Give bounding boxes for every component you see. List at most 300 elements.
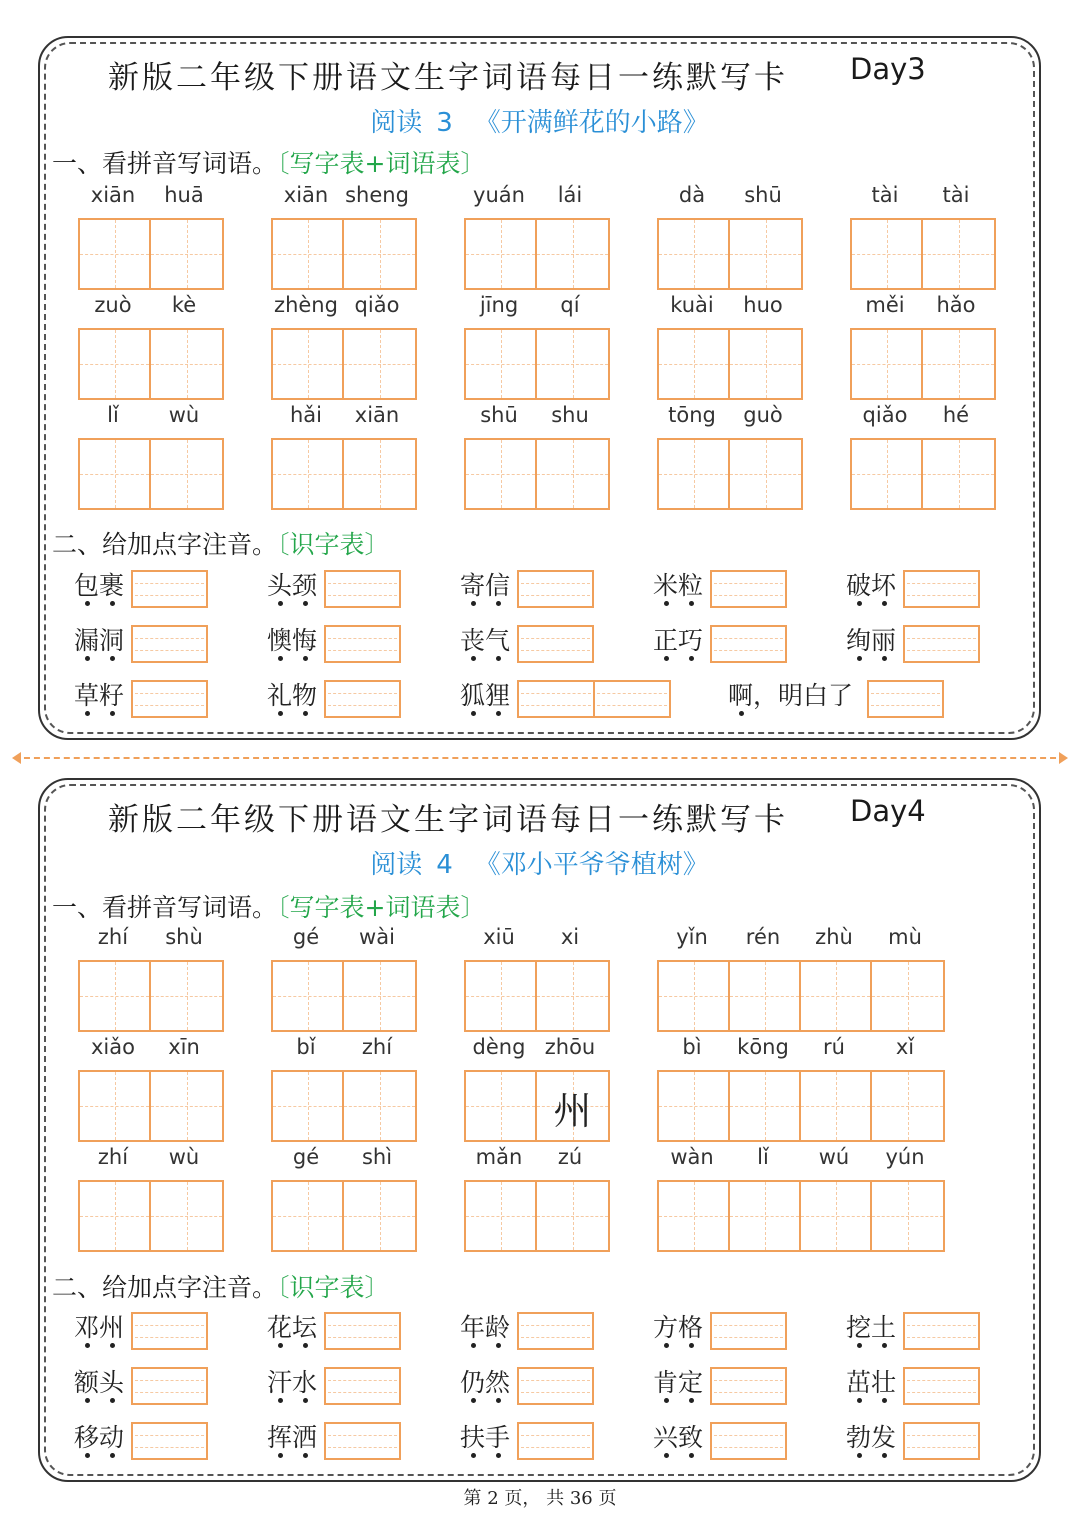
writing-grid[interactable] <box>657 218 803 290</box>
tianzige-cell[interactable] <box>659 330 730 398</box>
answer-box[interactable] <box>324 625 401 663</box>
answer-box-segment[interactable] <box>133 572 206 606</box>
word-with-dotted-char <box>653 621 703 657</box>
dotted-character: 仍 <box>460 1368 486 1397</box>
pinyin-syllable: yǐn <box>676 925 708 949</box>
answer-box[interactable] <box>517 1312 594 1350</box>
answer-box-segment[interactable] <box>905 1314 978 1348</box>
answer-box[interactable] <box>131 1312 208 1350</box>
given-character: 州 <box>553 1089 592 1133</box>
writing-grid[interactable] <box>271 1180 417 1252</box>
pinyin-syllable: dà <box>678 183 706 207</box>
answer-box[interactable] <box>324 1422 401 1460</box>
pinyin-syllable: zhí <box>361 1035 393 1059</box>
tianzige-cell[interactable] <box>730 1182 801 1250</box>
dotted-character: 格 <box>678 1313 704 1342</box>
answer-box-segment[interactable] <box>519 1314 592 1348</box>
writing-grid[interactable] <box>271 328 417 400</box>
answer-box-segment[interactable] <box>133 627 206 661</box>
word-with-dotted-char <box>460 566 510 602</box>
dotted-character: 懊 <box>267 626 293 655</box>
word-with-dotted-char <box>846 1308 896 1344</box>
tianzige-cell[interactable] <box>730 440 801 508</box>
tianzige-cell[interactable] <box>852 440 923 508</box>
answer-box[interactable] <box>903 1422 980 1460</box>
pinyin-syllable: zhèng <box>274 293 338 317</box>
word-with-dotted-char <box>267 1363 317 1399</box>
tianzige-cell[interactable] <box>872 962 943 1030</box>
pinyin-syllable: qiǎo <box>354 293 400 317</box>
pinyin-syllable: shū <box>744 183 782 207</box>
tianzige-cell[interactable] <box>80 1072 151 1140</box>
tianzige-cell[interactable] <box>537 440 608 508</box>
answer-box-segment[interactable] <box>869 682 942 716</box>
writing-grid[interactable] <box>657 1180 945 1252</box>
writing-grid[interactable] <box>271 438 417 510</box>
title-text: 新版二年级下册语文生字词语每日一练默写卡 <box>108 60 788 96</box>
tianzige-cell[interactable] <box>466 330 537 398</box>
writing-grid[interactable] <box>657 960 945 1032</box>
answer-box[interactable] <box>517 570 594 608</box>
tianzige-cell[interactable] <box>659 1072 730 1140</box>
pinyin-syllable: zhōu <box>544 1035 596 1059</box>
tianzige-cell[interactable] <box>344 220 415 288</box>
tianzige-cell[interactable] <box>466 962 537 1030</box>
lesson-subtitle <box>40 844 1039 881</box>
answer-box-segment[interactable] <box>133 1369 206 1403</box>
tianzige-cell[interactable] <box>872 1072 943 1140</box>
tianzige-cell[interactable] <box>80 1182 151 1250</box>
practice-card-day4 <box>38 778 1041 1482</box>
dotted-character: 动 <box>99 1423 125 1452</box>
tianzige-cell[interactable] <box>801 1182 872 1250</box>
pinyin-syllable: huā <box>164 183 204 207</box>
dotted-character: 礼 <box>267 681 293 710</box>
section-tag: 〔识字表〕 <box>277 530 390 559</box>
answer-box-segment[interactable] <box>905 572 978 606</box>
answer-box[interactable] <box>517 1422 594 1460</box>
pinyin-syllable: kuài <box>670 293 714 317</box>
word-with-dotted-char <box>728 676 853 712</box>
pinyin-syllable: tài <box>871 183 899 207</box>
dotted-character: 壮 <box>871 1368 897 1397</box>
dotted-character: 信 <box>485 571 511 600</box>
word-with-dotted-char <box>846 1363 896 1399</box>
tianzige-cell[interactable] <box>273 220 344 288</box>
answer-box[interactable] <box>903 1367 980 1405</box>
pinyin-syllable: lǐ <box>757 1145 769 1169</box>
word-with-dotted-char <box>74 1418 124 1454</box>
answer-box[interactable] <box>131 1367 208 1405</box>
tianzige-cell[interactable] <box>344 1182 415 1250</box>
word-with-dotted-char <box>460 621 510 657</box>
word-with-dotted-char <box>460 1308 510 1344</box>
dotted-character: 粒 <box>678 571 704 600</box>
answer-box-segment[interactable] <box>593 682 669 716</box>
word-with-dotted-char <box>460 1418 510 1454</box>
day-label: Day4 <box>850 794 926 828</box>
answer-box[interactable] <box>710 1422 787 1460</box>
answer-box-segment[interactable] <box>712 627 785 661</box>
lesson-prefix: 阅读 <box>370 108 423 138</box>
dotted-character: 巧 <box>678 626 704 655</box>
plain-characters: ，明白了 <box>753 681 854 710</box>
pinyin-syllable: kè <box>171 293 197 317</box>
pinyin-syllable: xiān <box>283 183 329 207</box>
writing-grid[interactable] <box>78 960 224 1032</box>
pinyin-syllable: hé <box>942 403 970 427</box>
answer-box[interactable] <box>131 1422 208 1460</box>
answer-box[interactable] <box>517 680 671 718</box>
pinyin-syllable: guò <box>743 403 783 427</box>
pinyin-syllable: qí <box>560 293 580 317</box>
tianzige-cell[interactable] <box>151 1182 222 1250</box>
writing-grid[interactable] <box>464 960 610 1032</box>
tianzige-cell[interactable] <box>344 440 415 508</box>
pinyin-syllable: zhù <box>815 925 853 949</box>
tianzige-cell[interactable] <box>344 330 415 398</box>
writing-grid[interactable] <box>464 218 610 290</box>
dotted-character: 丧 <box>460 626 486 655</box>
pinyin-syllable: xi <box>560 925 580 949</box>
tianzige-cell[interactable] <box>151 330 222 398</box>
answer-box-segment[interactable] <box>133 682 206 716</box>
tianzige-cell[interactable] <box>80 220 151 288</box>
answer-box-segment[interactable] <box>519 1424 592 1458</box>
dotted-character: 寄 <box>460 571 486 600</box>
word-with-dotted-char <box>267 566 317 602</box>
answer-box-segment[interactable] <box>712 1369 785 1403</box>
writing-grid[interactable] <box>78 1070 224 1142</box>
tianzige-cell[interactable] <box>730 220 801 288</box>
card-title <box>108 794 926 839</box>
answer-box-segment[interactable] <box>133 1424 206 1458</box>
answer-box[interactable] <box>710 1367 787 1405</box>
answer-box[interactable] <box>867 680 944 718</box>
tianzige-cell[interactable] <box>801 1072 872 1140</box>
tianzige-cell[interactable] <box>466 1072 537 1140</box>
pinyin-syllable: shū <box>480 403 518 427</box>
answer-box-segment[interactable] <box>712 572 785 606</box>
pinyin-syllable: zhí <box>97 1145 129 1169</box>
answer-box[interactable] <box>710 1312 787 1350</box>
section-one-heading <box>52 144 485 180</box>
tianzige-cell[interactable] <box>466 440 537 508</box>
pinyin-syllable: qiǎo <box>862 403 908 427</box>
tianzige-cell[interactable] <box>730 1072 801 1140</box>
tianzige-cell[interactable] <box>273 1072 344 1140</box>
dotted-character: 狐 <box>460 681 486 710</box>
dotted-character: 手 <box>485 1423 511 1452</box>
word-with-dotted-char <box>74 1363 124 1399</box>
tianzige-cell[interactable] <box>273 962 344 1030</box>
dotted-character: 草 <box>74 681 100 710</box>
section-two-heading <box>52 1268 390 1304</box>
tianzige-cell[interactable] <box>273 1182 344 1250</box>
writing-grid[interactable] <box>464 1070 610 1142</box>
tianzige-cell[interactable] <box>151 962 222 1030</box>
pinyin-syllable: jīng <box>479 293 519 317</box>
word-with-dotted-char <box>74 1308 124 1344</box>
answer-box-segment[interactable] <box>519 682 593 716</box>
pinyin-syllable: shì <box>361 1145 393 1169</box>
dotted-character: 州 <box>99 1313 125 1342</box>
writing-grid[interactable] <box>78 328 224 400</box>
tianzige-cell[interactable] <box>537 330 608 398</box>
pinyin-syllable: zuò <box>94 293 132 317</box>
answer-box-segment[interactable] <box>133 1314 206 1348</box>
answer-box[interactable] <box>710 570 787 608</box>
dotted-character: 洞 <box>99 626 125 655</box>
pinyin-syllable: dèng <box>472 1035 526 1059</box>
dotted-character: 汗 <box>267 1368 293 1397</box>
pinyin-syllable: zú <box>557 1145 583 1169</box>
tianzige-cell[interactable] <box>730 330 801 398</box>
pinyin-syllable: wù <box>168 1145 200 1169</box>
pinyin-syllable: yuán <box>473 183 525 207</box>
answer-box[interactable] <box>903 1312 980 1350</box>
pinyin-syllable: huo <box>743 293 783 317</box>
writing-grid[interactable] <box>850 438 996 510</box>
writing-grid[interactable] <box>850 218 996 290</box>
dotted-character: 茁 <box>846 1368 872 1397</box>
writing-grid[interactable] <box>78 1180 224 1252</box>
answer-box-segment[interactable] <box>905 1424 978 1458</box>
writing-grid[interactable] <box>657 1070 945 1142</box>
pinyin-syllable: xǐ <box>895 1035 915 1059</box>
answer-box-segment[interactable] <box>326 1424 399 1458</box>
word-with-dotted-char <box>846 1418 896 1454</box>
answer-box[interactable] <box>324 1312 401 1350</box>
word-with-dotted-char <box>74 676 124 712</box>
section-label: 一、看拼音写词语。 <box>52 149 278 178</box>
answer-box[interactable] <box>131 625 208 663</box>
tianzige-cell[interactable] <box>872 1182 943 1250</box>
section-label: 二、给加点字注音。 <box>52 1273 278 1302</box>
tianzige-cell[interactable] <box>344 962 415 1030</box>
word-with-dotted-char <box>846 621 896 657</box>
writing-grid[interactable] <box>464 438 610 510</box>
writing-grid[interactable] <box>271 960 417 1032</box>
dotted-character: 正 <box>653 626 679 655</box>
writing-grid[interactable] <box>271 1070 417 1142</box>
tianzige-cell[interactable] <box>151 1072 222 1140</box>
word-with-dotted-char <box>460 676 510 712</box>
card-title <box>108 52 926 97</box>
tianzige-cell[interactable] <box>801 962 872 1030</box>
answer-box[interactable] <box>324 570 401 608</box>
lesson-subtitle <box>40 102 1039 139</box>
word-with-dotted-char <box>653 1418 703 1454</box>
answer-box[interactable] <box>903 570 980 608</box>
answer-box[interactable] <box>903 625 980 663</box>
dotted-character: 定 <box>678 1368 704 1397</box>
dotted-character: 年 <box>460 1313 486 1342</box>
dotted-character: 啊 <box>728 681 754 710</box>
writing-grid[interactable] <box>271 218 417 290</box>
dotted-character: 漏 <box>74 626 100 655</box>
dotted-character: 额 <box>74 1368 100 1397</box>
writing-grid[interactable] <box>78 438 224 510</box>
writing-grid[interactable] <box>464 1180 610 1252</box>
tianzige-cell[interactable] <box>344 1072 415 1140</box>
tianzige-cell[interactable] <box>852 330 923 398</box>
dotted-character: 移 <box>74 1423 100 1452</box>
pinyin-syllable: xiū <box>483 925 515 949</box>
dotted-character: 气 <box>485 626 511 655</box>
section-two-heading <box>52 525 390 561</box>
answer-box[interactable] <box>324 1367 401 1405</box>
answer-box-segment[interactable] <box>712 1314 785 1348</box>
pinyin-syllable: rén <box>745 925 781 949</box>
dotted-character: 米 <box>653 571 679 600</box>
dotted-character: 勃 <box>846 1423 872 1452</box>
pinyin-syllable: wù <box>168 403 200 427</box>
section-one-heading <box>52 888 485 924</box>
pinyin-syllable: gé <box>292 1145 320 1169</box>
day-label: Day3 <box>850 52 926 86</box>
tianzige-cell[interactable] <box>273 330 344 398</box>
pinyin-syllable: rú <box>823 1035 845 1059</box>
answer-box-segment[interactable] <box>326 1369 399 1403</box>
dotted-character: 花 <box>267 1313 293 1342</box>
word-with-dotted-char <box>460 1363 510 1399</box>
pinyin-syllable: yún <box>885 1145 925 1169</box>
tianzige-cell[interactable] <box>80 330 151 398</box>
answer-box-segment[interactable] <box>326 1314 399 1348</box>
answer-box-segment[interactable] <box>519 627 592 661</box>
dotted-character: 水 <box>292 1368 318 1397</box>
answer-box[interactable] <box>324 680 401 718</box>
tianzige-cell[interactable] <box>923 330 994 398</box>
tianzige-cell[interactable] <box>466 220 537 288</box>
answer-box[interactable] <box>131 570 208 608</box>
dotted-character: 坏 <box>871 571 897 600</box>
pinyin-syllable: tài <box>942 183 970 207</box>
word-with-dotted-char <box>653 566 703 602</box>
lesson-title: 《邓小平爷爷植树》 <box>474 850 709 880</box>
tianzige-cell[interactable] <box>80 440 151 508</box>
dotted-character: 物 <box>292 681 318 710</box>
writing-grid[interactable] <box>464 328 610 400</box>
dotted-character: 狸 <box>485 681 511 710</box>
dotted-character: 破 <box>846 571 872 600</box>
pinyin-syllable: lǐ <box>107 403 119 427</box>
pinyin-syllable: wàn <box>670 1145 714 1169</box>
tianzige-cell[interactable] <box>537 1182 608 1250</box>
dotted-character: 肯 <box>653 1368 679 1397</box>
tianzige-cell[interactable] <box>537 1072 608 1140</box>
dotted-character: 挥 <box>267 1423 293 1452</box>
answer-box[interactable] <box>131 680 208 718</box>
answer-box-segment[interactable] <box>712 1424 785 1458</box>
dotted-character: 扶 <box>460 1423 486 1452</box>
dotted-character: 方 <box>653 1313 679 1342</box>
dotted-character: 坛 <box>292 1313 318 1342</box>
answer-box-segment[interactable] <box>326 682 399 716</box>
tianzige-cell[interactable] <box>659 1182 730 1250</box>
pinyin-syllable: shu <box>551 403 589 427</box>
tianzige-cell[interactable] <box>151 440 222 508</box>
lesson-title: 《开满鲜花的小路》 <box>474 108 709 138</box>
answer-box-segment[interactable] <box>905 1369 978 1403</box>
answer-box[interactable] <box>710 625 787 663</box>
pinyin-syllable: kōng <box>737 1035 789 1059</box>
tianzige-cell[interactable] <box>659 440 730 508</box>
writing-grid[interactable] <box>850 328 996 400</box>
tianzige-cell[interactable] <box>923 220 994 288</box>
word-with-dotted-char <box>267 621 317 657</box>
answer-box-segment[interactable] <box>905 627 978 661</box>
tianzige-cell[interactable] <box>151 220 222 288</box>
dotted-character: 裹 <box>99 571 125 600</box>
pinyin-syllable: bǐ <box>296 1035 316 1059</box>
answer-box[interactable] <box>517 625 594 663</box>
answer-box[interactable] <box>517 1367 594 1405</box>
pinyin-syllable: hǎo <box>936 293 976 317</box>
tianzige-cell[interactable] <box>80 962 151 1030</box>
word-with-dotted-char <box>74 621 124 657</box>
answer-box-segment[interactable] <box>326 627 399 661</box>
pinyin-syllable: xiān <box>354 403 400 427</box>
pinyin-syllable: gé <box>292 925 320 949</box>
tianzige-cell[interactable] <box>273 440 344 508</box>
section-tag: 〔写字表+词语表〕 <box>277 893 486 922</box>
pinyin-syllable: lái <box>557 183 583 207</box>
title-text: 新版二年级下册语文生字词语每日一练默写卡 <box>108 802 788 838</box>
tianzige-cell[interactable] <box>537 220 608 288</box>
word-with-dotted-char <box>653 1363 703 1399</box>
lesson-number: 3 <box>436 108 453 138</box>
answer-box-segment[interactable] <box>326 572 399 606</box>
dotted-character: 绚 <box>846 626 872 655</box>
dotted-character: 挖 <box>846 1313 872 1342</box>
tianzige-cell[interactable] <box>730 962 801 1030</box>
tianzige-cell[interactable] <box>852 220 923 288</box>
writing-grid[interactable] <box>657 328 803 400</box>
answer-box-segment[interactable] <box>519 1369 592 1403</box>
section-label: 一、看拼音写词语。 <box>52 893 278 922</box>
pinyin-syllable: xiān <box>90 183 136 207</box>
pinyin-syllable: xiǎo <box>91 1035 135 1059</box>
tianzige-cell[interactable] <box>466 1182 537 1250</box>
section-tag: 〔写字表+词语表〕 <box>277 149 486 178</box>
answer-box-segment[interactable] <box>519 572 592 606</box>
dotted-character: 籽 <box>99 681 125 710</box>
tianzige-cell[interactable] <box>923 440 994 508</box>
pinyin-syllable: wú <box>818 1145 850 1169</box>
pinyin-syllable: mǎn <box>475 1145 523 1169</box>
dotted-character: 头 <box>99 1368 125 1397</box>
dotted-character: 丽 <box>871 626 897 655</box>
pinyin-syllable: bì <box>682 1035 702 1059</box>
writing-grid[interactable] <box>78 218 224 290</box>
pinyin-syllable: xīn <box>168 1035 200 1059</box>
lesson-prefix: 阅读 <box>370 850 423 880</box>
lesson-number: 4 <box>436 850 453 880</box>
dotted-character: 邓 <box>74 1313 100 1342</box>
tianzige-cell[interactable] <box>659 220 730 288</box>
tianzige-cell[interactable] <box>659 962 730 1030</box>
word-with-dotted-char <box>267 676 317 712</box>
dotted-character: 发 <box>871 1423 897 1452</box>
writing-grid[interactable] <box>657 438 803 510</box>
pinyin-syllable: zhí <box>97 925 129 949</box>
word-with-dotted-char <box>653 1308 703 1344</box>
tianzige-cell[interactable] <box>537 962 608 1030</box>
dotted-character: 悔 <box>292 626 318 655</box>
dotted-character: 头 <box>267 571 293 600</box>
